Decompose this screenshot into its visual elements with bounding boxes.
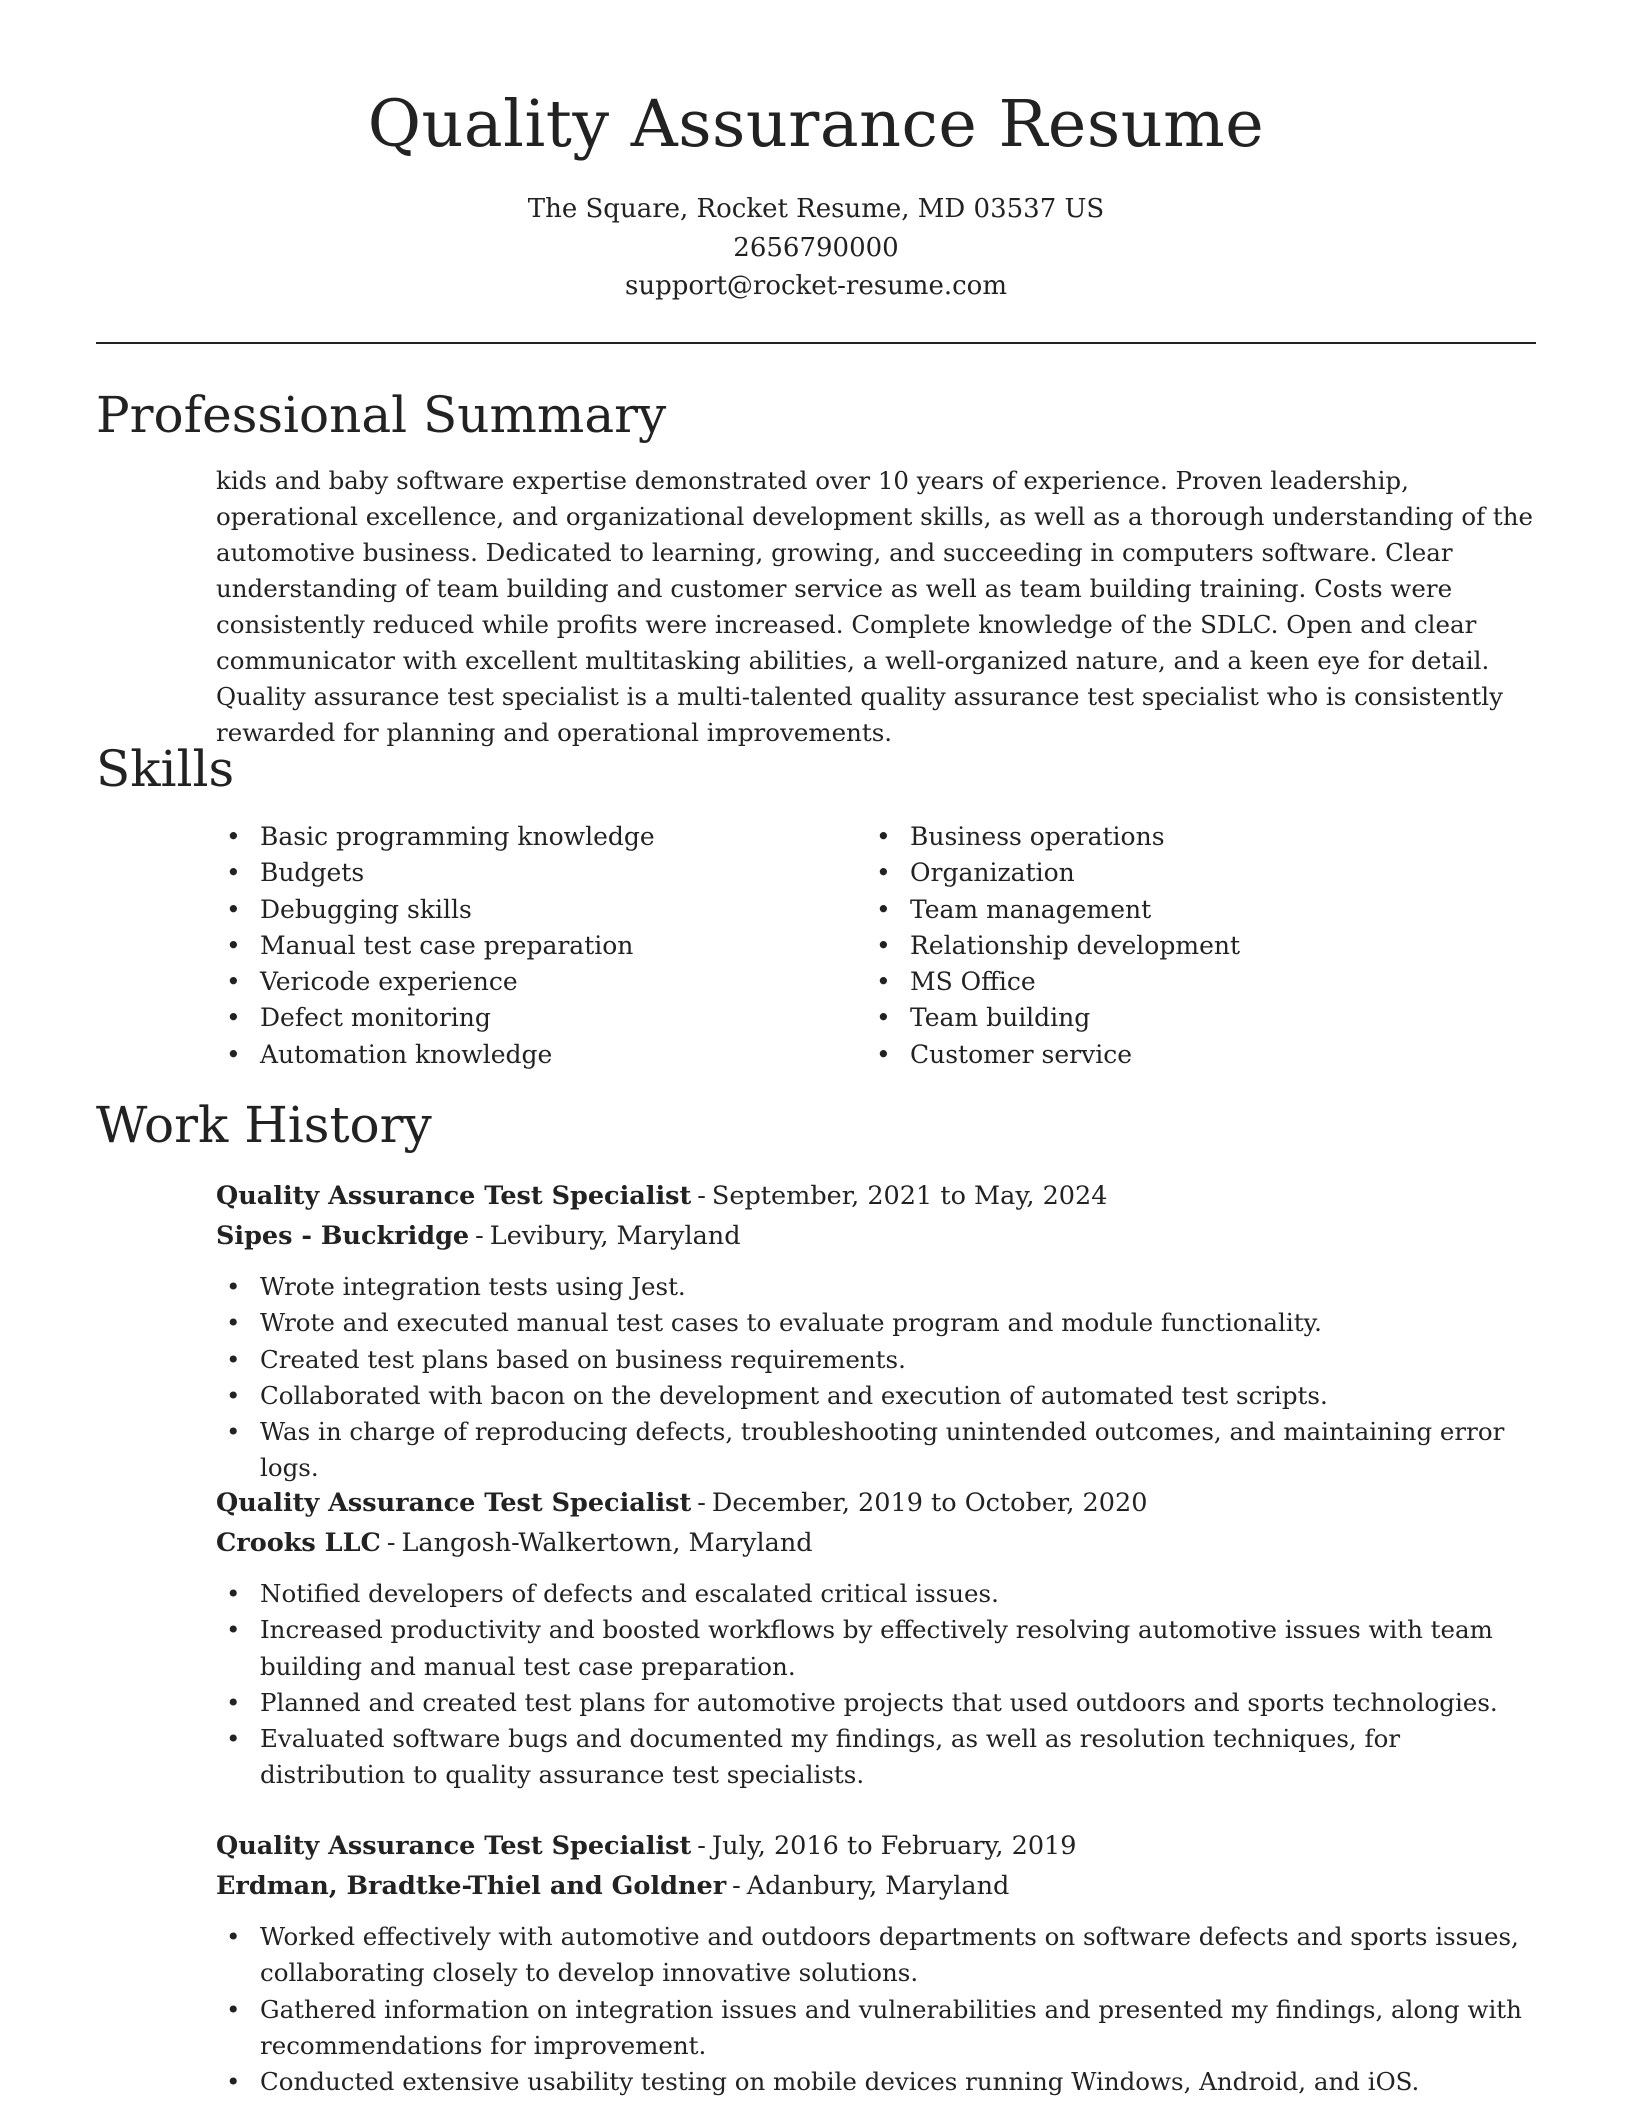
contact-block [0, 190, 1632, 306]
job-location: Levibury, Maryland [489, 1221, 741, 1251]
job-dates: September, 2021 to May, 2024 [711, 1181, 1108, 1211]
skill-item: • Budgets [216, 855, 655, 891]
skills-list-left [216, 819, 655, 1073]
job-title: Quality Assurance Test Specialist [216, 1181, 692, 1211]
job-dates: July, 2016 to February, 2019 [711, 1831, 1077, 1861]
skills-list-right [866, 819, 1240, 1073]
skill-item: • MS Office [866, 964, 1240, 1000]
job-location: Langosh-Walkertown, Maryland [401, 1528, 813, 1558]
job-company-line [216, 1866, 1546, 1906]
job-company-line [216, 1216, 1546, 1256]
skills-heading: Skills [96, 740, 235, 798]
job-title-line [216, 1483, 1546, 1523]
job-dates: December, 2019 to October, 2020 [711, 1488, 1148, 1518]
skill-item: • Relationship development [866, 928, 1240, 964]
job-bullet: • Wrote and executed manual test cases to evaluate program and module functionality. [216, 1305, 1546, 1341]
job-bullet: • Evaluated software bugs and documented my findings, as well as resolution techniques, for distribution to quality assurance test specialists. [216, 1721, 1546, 1794]
job-bullet: • Created test plans based on business requirements. [216, 1342, 1546, 1378]
header-divider [96, 342, 1536, 344]
job-bullet: • Wrote integration tests using Jest. [216, 1269, 1546, 1305]
job-title-line [216, 1176, 1546, 1216]
job-bullets [216, 1919, 1546, 2100]
job-bullet: • Was in charge of reproducing defects, troubleshooting unintended outcomes, and maintaining error logs. [216, 1414, 1546, 1487]
skill-item: • Defect monitoring [216, 1000, 655, 1036]
job-entry [216, 1483, 1546, 1794]
skill-item: • Team building [866, 1000, 1240, 1036]
job-location: Adanbury, Maryland [746, 1871, 1010, 1901]
skill-item: • Customer service [866, 1037, 1240, 1073]
job-title: Quality Assurance Test Specialist [216, 1488, 692, 1518]
skill-item: • Organization [866, 855, 1240, 891]
job-bullets [216, 1576, 1546, 1794]
skill-item: • Debugging skills [216, 892, 655, 928]
skill-item: • Business operations [866, 819, 1240, 855]
job-company: Erdman, Bradtke-Thiel and Goldner [216, 1871, 727, 1901]
job-entry [216, 1176, 1546, 1487]
contact-address: The Square, Rocket Resume, MD 03537 US [527, 194, 1105, 224]
job-bullet: • Notified developers of defects and escalated critical issues. [216, 1576, 1546, 1612]
job-bullet: • Planned and created test plans for automotive projects that used outdoors and sports technologies. [216, 1685, 1546, 1721]
job-company-line [216, 1523, 1546, 1563]
work-history-heading: Work History [96, 1096, 432, 1154]
separator: - [697, 1488, 706, 1518]
contact-email: support@rocket-resume.com [624, 271, 1007, 301]
job-company: Sipes - Buckridge [216, 1221, 470, 1251]
skill-item: • Team management [866, 892, 1240, 928]
separator: - [697, 1181, 706, 1211]
job-bullet: • Conducted extensive usability testing on mobile devices running Windows, Android, and iOS. [216, 2064, 1546, 2100]
job-bullets [216, 1269, 1546, 1487]
resume-header [0, 82, 1632, 306]
job-title: Quality Assurance Test Specialist [216, 1831, 692, 1861]
summary-heading: Professional Summary [96, 386, 667, 444]
contact-phone: 2656790000 [733, 232, 899, 263]
separator: - [732, 1871, 741, 1901]
job-company: Crooks LLC [216, 1528, 381, 1558]
job-title-line [216, 1826, 1546, 1866]
job-bullet: • Collaborated with bacon on the development and execution of automated test scripts. [216, 1378, 1546, 1414]
separator: - [475, 1221, 484, 1251]
separator: - [697, 1831, 706, 1861]
job-bullet: • Increased productivity and boosted workflows by effectively resolving automotive issues with team building and manual test case preparation. [216, 1612, 1546, 1685]
job-bullet: • Gathered information on integration issues and vulnerabilities and presented my findings, along with recommendations for improvement. [216, 1992, 1546, 2065]
summary-text: kids and baby software expertise demonstrated over 10 years of experience. Proven leadership, operational excellence, and organizational development skills, as well as a thorough understanding of the automotive business. Dedicated to learning, growing, and succeeding in computers software. Clear understanding of team building and customer service as well as team building training. Costs were consistently reduced while profits were increased. Complete knowledge of the SDLC. Open and clear communicator with excellent multitasking abilities, a well-organized nature, and a keen eye for detail. Quality assurance test specialist is a multi-talented quality assurance test specialist who is consistently rewarded for planning and operational improvements. [216, 466, 1534, 747]
skill-item: • Vericode experience [216, 964, 655, 1000]
job-entry [216, 1826, 1546, 2100]
skill-item: • Manual test case preparation [216, 928, 655, 964]
skill-item: • Automation knowledge [216, 1037, 655, 1073]
separator: - [386, 1528, 396, 1558]
page-title: Quality Assurance Resume [367, 87, 1265, 162]
skill-item: • Basic programming knowledge [216, 819, 655, 855]
job-bullet: • Worked effectively with automotive and outdoors departments on software defects and sports issues, collaborating closely to develop innovative solutions. [216, 1919, 1546, 1992]
